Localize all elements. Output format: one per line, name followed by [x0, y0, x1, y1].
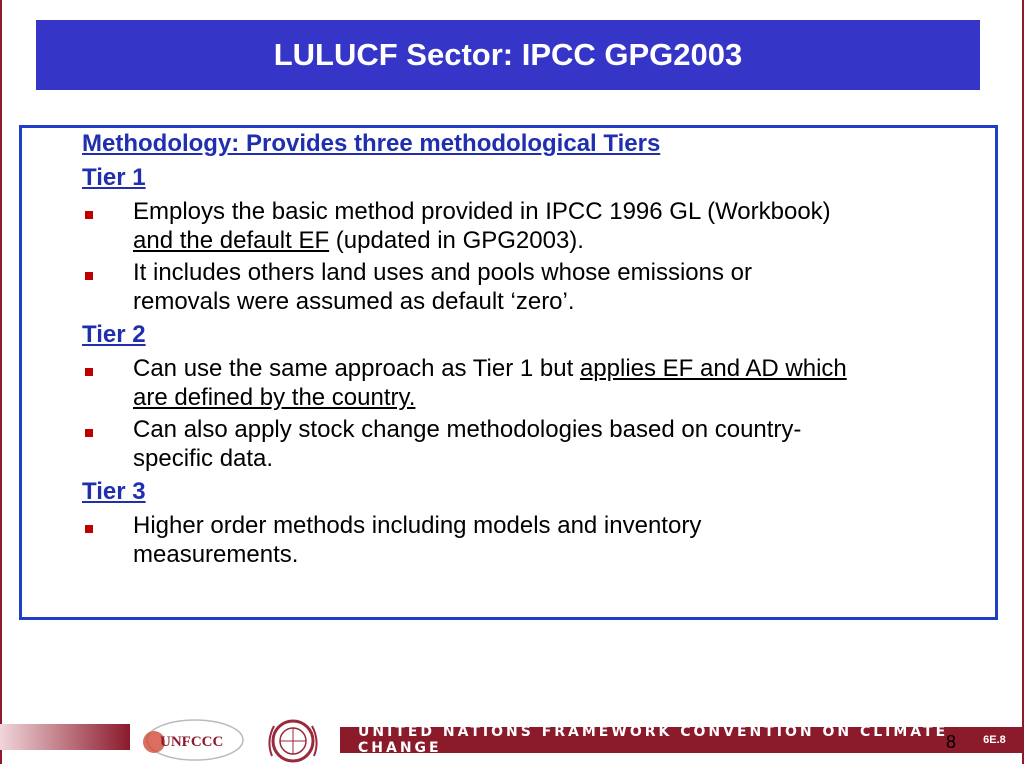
methodology-heading: Methodology: Provides three methodological Tiers [82, 130, 661, 157]
tier3-b1-line2: measurements. [133, 541, 299, 568]
bullet-icon [85, 368, 93, 376]
page-number: 8 [946, 732, 957, 752]
footer-band [340, 724, 965, 756]
tier2-b1-link2[interactable]: are defined by the country. [133, 384, 416, 411]
tier1-b1-text2: (updated in GPG2003). [329, 227, 584, 254]
tier3-heading: Tier 3 [82, 478, 146, 505]
tier1-b1-link[interactable]: and the default EF [133, 227, 330, 254]
tier2-bullet-2 [133, 415, 993, 473]
footer [0, 712, 1024, 768]
footer-band-text: UNITED NATIONS FRAMEWORK CONVENTION ON CLIMATE CHANGE [358, 724, 949, 756]
tier1-heading: Tier 1 [82, 164, 146, 191]
slide-code: 6E.8 [983, 734, 1006, 746]
tier1-b2-line2: removals were assumed as default ‘zero’. [133, 288, 575, 315]
tier3-bullet-1 [133, 511, 993, 569]
tier2-b2-line2: specific data. [133, 445, 274, 472]
tier1-bullet-2 [133, 258, 993, 316]
footer-gradient-bar [0, 724, 130, 750]
tier2-b1-link1[interactable]: applies EF and AD which [579, 355, 847, 382]
bullet-icon [85, 429, 93, 437]
un-emblem-icon [262, 716, 324, 766]
slide-title: LULUCF Sector: IPCC GPG2003 [273, 37, 743, 72]
tier2-bullet-1 [133, 354, 993, 412]
tier2-heading: Tier 2 [82, 321, 146, 348]
slide-code-box [965, 727, 1024, 753]
tier3-b1-line1: Higher order methods including models and inventory [133, 512, 702, 539]
tier1-b1-text: Employs the basic method provided in IPCC 1996 GL (Workbook) [133, 198, 831, 225]
tier2-b2-line1: Can also apply stock change methodologies based on country- [133, 416, 802, 443]
tier1-b2-line1: It includes others land uses and pools whose emissions or [133, 259, 753, 286]
bullet-icon [85, 211, 93, 219]
tier1-bullet-1 [133, 197, 993, 255]
bullet-icon [85, 272, 93, 280]
tier2-b1-text: Can use the same approach as Tier 1 but [133, 355, 580, 382]
bullet-icon [85, 525, 93, 533]
unfccc-logo [140, 716, 250, 764]
unfccc-logo-text: UNFCCC [160, 734, 224, 750]
title-bar [36, 20, 980, 90]
